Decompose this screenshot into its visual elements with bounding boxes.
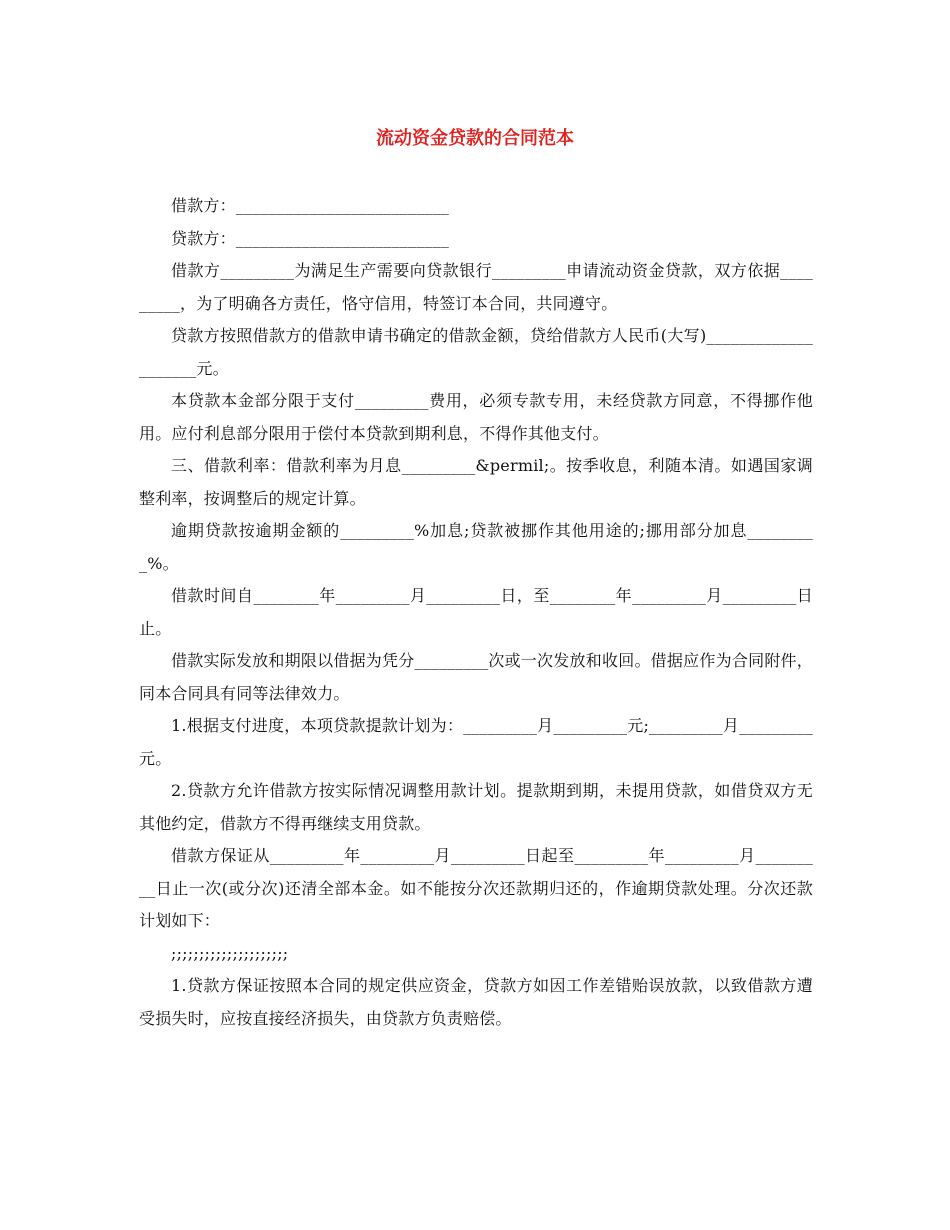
paragraph-loan-term: 借款时间自________年_________月_________日，至________年_________月_________日止。 xyxy=(139,586,813,638)
paragraph-interest-rate: 三、借款利率：借款利率为月息_________&permil;。按季收息，利随本清。如遇国家调整利率，按调整后的规定计算。 xyxy=(139,456,813,508)
document-body xyxy=(139,190,813,1035)
paragraph-overdue-interest: 逾期贷款按逾期金额的_________%加息;贷款被挪作其他用途的;挪用部分加息_________%。 xyxy=(139,521,813,573)
paragraph-repayment: 借款方保证从_________年_________月_________日起至_________年_________月_________日止一次(或分次)还清全部本金。如不能按分次还款期归还的，作逾期贷款处理。分次还款计划如下： xyxy=(139,846,813,930)
document-title: 流动资金贷款的合同范本 xyxy=(376,128,574,149)
paragraph-disbursement: 借款实际发放和期限以借据为凭分_________次或一次发放和收回。借据应作为合同附件，同本合同具有同等法律效力。 xyxy=(139,651,813,703)
paragraph-drawdown-plan: 1.根据支付进度，本项贷款提款计划为：_________月_________元;_________月_________元。 xyxy=(139,716,813,768)
paragraph-amount: 贷款方按照借款方的借款申请书确定的借款金额，贷给借款方人民币(大写)____________________元。 xyxy=(139,326,813,378)
paragraph-use-of-funds: 本贷款本金部分限于支付_________费用，必须专款专用，未经贷款方同意，不得挪作他用。应付利息部分限用于偿付本贷款到期利息，不得作其他支付。 xyxy=(139,391,813,443)
paragraph-plan-adjustment: 2.贷款方允许借款方按实际情况调整用款计划。提款期到期，未提用贷款，如借贷双方无其他约定，借款方不得再继续支用贷款。 xyxy=(139,781,813,833)
paragraph-repayment-schedule: ;;;;;;;;;;;;;;;;;;;;; xyxy=(171,943,289,963)
paragraph-lender-guarantee: 1.贷款方保证按照本合同的规定供应资金，贷款方如因工作差错贻误放款，以致借款方遭受损失时，应按直接经济损失，由贷款方负责赔偿。 xyxy=(139,976,813,1028)
paragraph-lender: 贷款方：__________________________ xyxy=(171,228,450,248)
paragraph-borrower: 借款方：__________________________ xyxy=(171,196,450,215)
paragraph-purpose: 借款方_________为满足生产需要向贷款银行_________申请流动资金贷款，双方依据_________，为了明确各方责任，恪守信用，特签订本合同，共同遵守。 xyxy=(139,261,813,313)
